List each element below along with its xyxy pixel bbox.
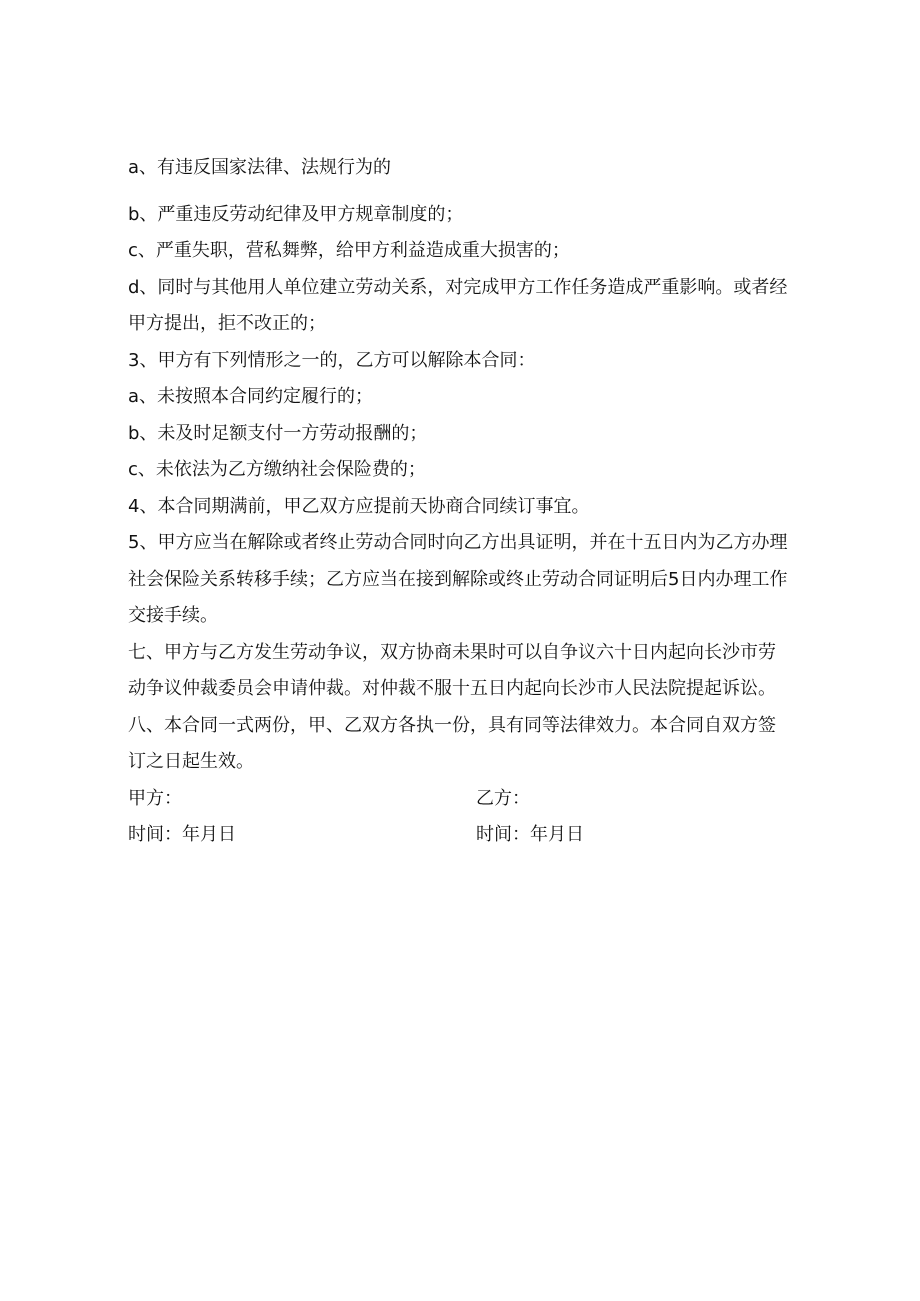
clause-5-certificate: 5、甲方应当在解除或者终止劳动合同时向乙方出具证明，并在十五日内为乙方办理社会保险关系转移手续；乙方应当在接到解除或终止劳动合同证明后5日内办理工作交接手续。 [128,532,788,626]
party-b-label: 乙方： [476,787,530,809]
party-b-date: 时间：年月日 [476,824,584,845]
signature-date-row [128,817,788,854]
signature-party-row [128,781,788,818]
contract-body [128,150,788,854]
clause-7-dispute: 七、甲方与乙方发生劳动争议，双方协商未果时可以自争议六十日内起向长沙市劳动争议仲裁委员会申请仲裁。对仲裁不服十五日内起向长沙市人民法院提起诉讼。 [128,641,776,699]
clause-3a-breach: a、未按照本合同约定履行的； [128,386,374,407]
party-a-label: 甲方： [128,787,182,809]
party-a-date: 时间：年月日 [128,824,236,845]
clause-3c-social-insurance: c、未依法为乙方缴纳社会保险费的； [128,459,426,480]
clause-4-renewal: 4、本合同期满前，甲乙双方应提前天协商合同续订事宜。 [128,495,590,517]
clause-b-violation-discipline: b、严重违反劳动纪律及甲方规章制度的； [128,203,464,225]
clause-8-effect: 八、本合同一式两份，甲、乙双方各执一份，具有同等法律效力。本合同自双方签订之日起生效。 [128,714,776,772]
clause-d-dual-employment: d、同时与其他用人单位建立劳动关系，对完成甲方工作任务造成严重影响。或者经甲方提出，拒不改正的； [128,276,788,334]
clause-c-dereliction: c、严重失职，营私舞弊，给甲方利益造成重大损害的； [128,240,570,261]
clause-3b-unpaid-wages: b、未及时足额支付一方劳动报酬的； [128,422,428,444]
clause-3-employee-termination: 3、甲方有下列情形之一的，乙方可以解除本合同： [128,349,536,371]
clause-a-violation-law: a、有违反国家法律、法规行为的 [128,157,392,178]
